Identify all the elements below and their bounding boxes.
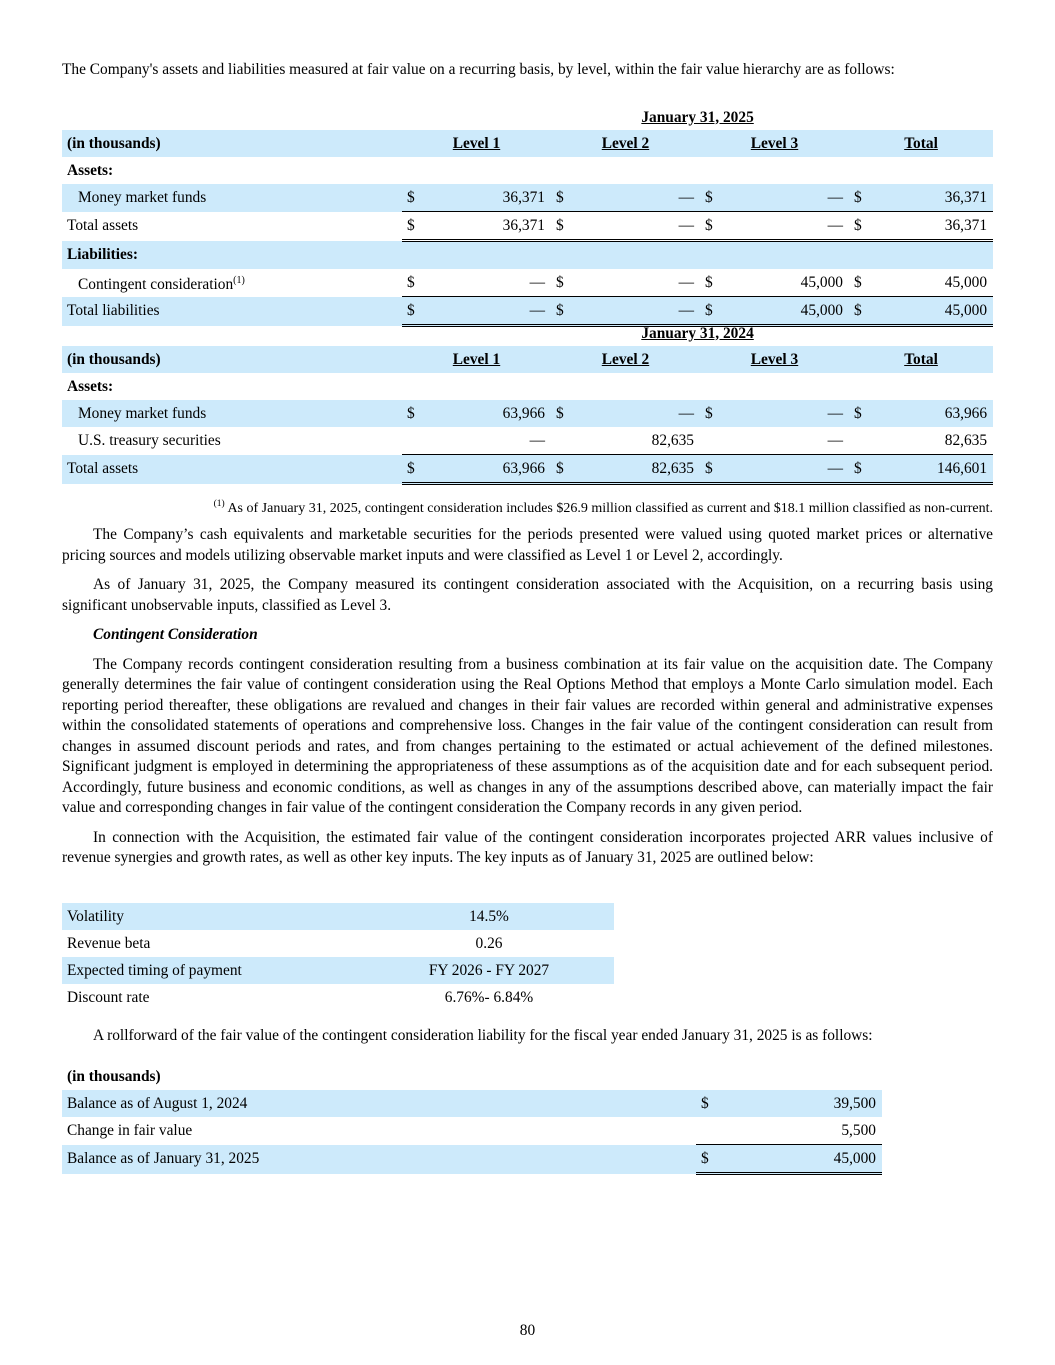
row-value: 5,500 <box>704 1117 882 1145</box>
column-header-level2: Level 2 <box>601 350 650 368</box>
input-label: Revenue beta <box>67 934 151 952</box>
footnote-marker: (1) <box>213 499 225 509</box>
input-value: 14.5% <box>364 903 614 930</box>
row-label: Change in fair value <box>67 1121 193 1139</box>
table-row: Total liabilities $ — $ — $ 45,000 $ 45,000 <box>62 297 993 326</box>
period-header: January 31, 2024 <box>641 324 754 342</box>
column-header-total: Total <box>904 350 938 368</box>
row-label: Balance as of August 1, 2024 <box>62 1090 696 1117</box>
input-value: 6.76%- 6.84% <box>444 988 534 1006</box>
table-row: Balance as of August 1, 2024 $ 39,500 <box>62 1090 882 1117</box>
column-header-level1: Level 1 <box>452 350 501 368</box>
column-header-level3: Level 3 <box>750 350 799 368</box>
table-row <box>62 984 614 1011</box>
table-header-row <box>62 1063 882 1090</box>
fair-value-table-2025 <box>62 105 993 327</box>
table-row: Balance as of January 31, 2025 $ 45,000 <box>62 1145 882 1174</box>
table-row <box>62 957 614 984</box>
page-number: 80 <box>519 1322 536 1339</box>
column-header-level2: Level 2 <box>601 134 650 152</box>
table-row: Total assets $ 36,371 $ — $ — $ 36,371 <box>62 212 993 241</box>
table-row <box>62 903 614 930</box>
table-row <box>62 930 614 957</box>
input-label: Volatility <box>62 903 364 930</box>
row-label: Total assets <box>67 217 139 234</box>
period-header: January 31, 2025 <box>641 108 754 126</box>
table-row: Money market funds $ 63,966 $ — $ — $ 63,966 <box>62 400 993 427</box>
section-heading: Contingent Consideration <box>93 626 258 643</box>
section-label: Assets: <box>67 161 114 179</box>
row-label: Total assets <box>62 455 402 484</box>
paragraph: The Company’s cash equivalents and marketable securities for the periods presented were valued using quoted market prices or alternative pricing sources and models utilizing observable market inputs and were classified as Level 1 or Level 2, accordingly. <box>62 526 993 564</box>
footnote-marker: (1) <box>233 274 245 286</box>
input-value: FY 2026 - FY 2027 <box>364 957 614 984</box>
key-inputs-table <box>62 903 614 1011</box>
column-header-level1: Level 1 <box>452 134 501 152</box>
section-label: Assets: <box>67 377 114 395</box>
unit-label: (in thousands) <box>62 130 402 157</box>
table-header-row <box>62 346 993 373</box>
row-label: Total liabilities <box>62 297 402 326</box>
row-label: Balance as of January 31, 2025 <box>62 1145 696 1174</box>
table-header-row <box>62 130 993 157</box>
footnote: $^{(1)}$ As of January 31, 2025, contingent consideration includes $26.9 million classified as current and $18.1 million classified as non-current. <box>213 499 993 516</box>
input-value: 0.26 <box>475 934 503 952</box>
row-label: Money market funds <box>62 400 402 427</box>
paragraph: The Company records contingent consideration resulting from a business combination at its fair value on the acquisition date. The Company generally determines the fair value of contingent consideration using the Real Options Method that employs a Monte Carlo simulation model. Each reporting period thereafter, these obligations are revalued and changes in their fair values are recorded within general and administrative expenses within the consolidated statements of operations and comprehensive loss. Changes in the fair value of the contingent consideration can result from changes in assumed discount periods and rates, and from changes pertaining to the estimated or actual achievement of the defined milestones. Significant judgment is employed in determining the appropriateness of these assumptions as of the acquisition date and for each subsequent period. Accordingly, future business and economic conditions, as well as changes in any of the assumptions described above, can materially impact the fair value and corresponding changes in fair value of the contingent consideration the Company records in any given period. <box>62 655 993 816</box>
table-row: Total assets $ 63,966 $ 82,635 $ — $ 146,601 <box>62 455 993 484</box>
row-label: Money market funds <box>62 184 402 212</box>
row-label: Contingent consideration$^{(1)}$ <box>78 274 245 293</box>
paragraph: In connection with the Acquisition, the estimated fair value of the contingent consideration incorporates projected ARR values inclusive of revenue synergies and growth rates, as well as other key inputs. The key inputs as of January 31, 2025 are outlined below: <box>62 828 993 866</box>
body-text <box>62 525 993 869</box>
table-row <box>62 241 993 270</box>
table-row <box>62 1117 882 1145</box>
paragraph: As of January 31, 2025, the Company measured its contingent consideration associated with the Acquisition, on a recurring basis using significant unobservable inputs, classified as Level 3. <box>62 576 993 614</box>
rollforward-table <box>62 1063 882 1175</box>
column-header-level3: Level 3 <box>750 134 799 152</box>
table-row: U.S. treasury securities — 82,635 — 82,635 <box>62 427 993 455</box>
input-label: Expected timing of payment <box>62 957 364 984</box>
unit-label: (in thousands) <box>62 346 402 373</box>
table-row <box>62 373 993 400</box>
column-header-total: Total <box>904 134 938 152</box>
fair-value-table-2024 <box>62 321 993 485</box>
table-row: Money market funds $ 36,371 $ — $ — $ 36,371 <box>62 184 993 212</box>
row-value: 45,000 <box>704 1145 882 1174</box>
row-value: 39,500 <box>704 1090 882 1117</box>
row-label: U.S. treasury securities <box>78 431 221 449</box>
intro-paragraph: The Company's assets and liabilities measured at fair value on a recurring basis, by level, within the fair value hierarchy are as follows: <box>62 61 895 78</box>
section-label: Liabilities: <box>62 241 402 270</box>
table-row <box>62 157 993 184</box>
table-row: Contingent consideration$^{(1)}$ $ — $ — $ 45,000 $ 45,000 <box>62 269 993 297</box>
input-label: Discount rate <box>67 988 150 1006</box>
unit-label: (in thousands) <box>67 1067 161 1085</box>
paragraph: A rollforward of the fair value of the contingent consideration liability for the fiscal year ended January 31, 2025 is as follows: <box>93 1027 873 1044</box>
